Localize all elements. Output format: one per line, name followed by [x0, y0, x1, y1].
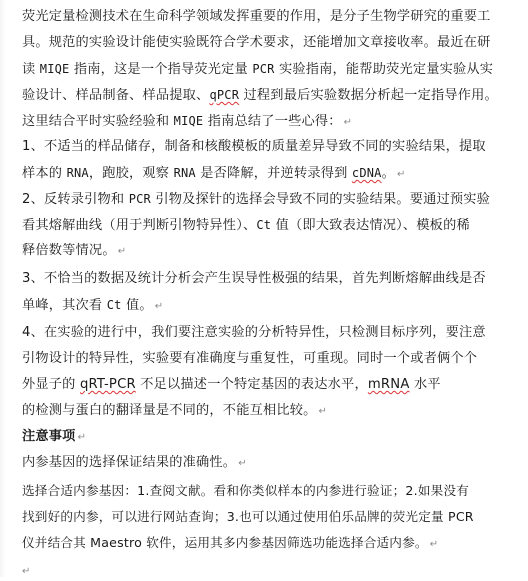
text-segment: ，跑胶，观察 — [88, 166, 174, 181]
text-line-19 — [22, 482, 520, 500]
paragraph-mark: ↵ — [396, 169, 406, 180]
term-ct: Ct — [106, 298, 122, 312]
text-segment: 验设计、样品制备、样品提取、 — [22, 88, 210, 103]
text-line-10 — [22, 242, 520, 261]
text-line-18 — [22, 454, 520, 473]
text-line-8 — [22, 190, 520, 209]
text-segment: 这里结合平时实验经验和 — [22, 114, 174, 129]
text-line-20 — [22, 508, 520, 526]
text-segment: 1、不适当的样品储存，制备和核酸模板的质量差异导致不同的实验结果，提取 — [22, 139, 486, 154]
text-segment: 实验指南，能帮助荧光定量实验从实 — [274, 62, 494, 77]
text-line-9 — [22, 216, 520, 235]
text-line-12 — [22, 296, 520, 316]
text-segment: 的检测与蛋白的翻译量是不同的，不能互相比较。 — [22, 403, 317, 418]
section-heading — [22, 428, 520, 447]
term-rna: RNA — [66, 166, 89, 180]
text-segment: 具。规范的实验设计能使实验既符合学术要求，还能增加文章接收率。最近在研 — [22, 35, 491, 50]
text-line-3 — [22, 60, 520, 79]
paragraph-mark: ↵ — [318, 406, 328, 417]
text-line-5 — [22, 112, 520, 132]
text-segment: 选择合适内参基因：1.查阅文献。看和你类似样本的内参进行验证；2.如果没有 — [22, 483, 470, 498]
term-qpcr: qPCR — [209, 88, 240, 102]
text-segment: 指南，这是一个指导荧光定量 — [69, 62, 253, 77]
text-segment: 内参基因的选择保证结果的准确性。 — [22, 455, 237, 470]
text-line-14 — [22, 350, 520, 368]
text-line-11 — [22, 270, 520, 288]
term-rna: RNA — [173, 166, 196, 180]
paragraph-mark: ↵ — [343, 117, 353, 128]
page-left-margin — [0, 0, 6, 577]
heading-text: 注意事项 — [22, 429, 76, 444]
text-line-2 — [22, 34, 520, 52]
text-segment: 4、在实验的进行中，我们要注意实验的分析特异性，只检测目标序列，要注意 — [22, 325, 486, 340]
text-line-15 — [22, 376, 520, 394]
text-line-16 — [22, 402, 520, 421]
text-segment: 不足以描述一个特定基因的表达水平， — [135, 377, 368, 392]
text-segment: 释倍数等情况。 — [22, 243, 116, 258]
paragraph-mark: ↵ — [77, 432, 87, 443]
term-miqe: MIQE — [39, 62, 70, 76]
term-miqe: MIQE — [173, 114, 204, 128]
text-line-21 — [22, 534, 520, 554]
text-segment: 指南总结了一些心得： — [203, 114, 342, 129]
text-line-13 — [22, 324, 520, 342]
text-segment: 。 — [381, 166, 395, 181]
paragraph-mark: ↵ — [429, 539, 439, 550]
empty-paragraph — [22, 562, 520, 581]
text-segment: 3、不恰当的数据及统计分析会产生误导性极强的结果，首先判断熔解曲线是否 — [22, 271, 486, 286]
text-segment: 2、反转录引物和 — [22, 192, 129, 207]
text-segment: 仪并结合其 Maestro 软件，运用其多内参基因筛选功能选择合适内参。 — [22, 535, 428, 550]
term-ct: Ct — [256, 218, 272, 232]
paragraph-mark: ↵ — [22, 566, 31, 577]
term-pcr: PCR — [252, 62, 275, 76]
text-segment: 找到好的内参，可以进行网站查询；3.也可以通过使用伯乐品牌的荧光定量 PCR — [22, 509, 474, 524]
text-segment: 外显子的 — [22, 377, 80, 392]
text-segment: 读 — [22, 62, 40, 77]
text-line-7 — [22, 164, 520, 184]
paragraph-mark: ↵ — [238, 458, 247, 469]
text-segment: 样本的 — [22, 166, 67, 181]
paragraph-mark: ↵ — [117, 246, 127, 257]
term-qrt-pcr: qRT-PCR — [79, 377, 136, 392]
text-segment: 过程到最后实验数据分析起一定指导作用。 — [239, 88, 498, 103]
text-segment: 看其熔解曲线（用于判断引物特异性）、 — [22, 218, 257, 233]
text-segment: 引物设计的特异性，实验要有准确度与重复性，可重现。同时一个或者俩个个 — [22, 351, 478, 366]
text-line-6 — [22, 138, 520, 156]
text-segment: 是否降解，并逆转录得到 — [195, 166, 352, 181]
text-segment: 荧光定量检测技术在生命科学领域发挥重要的作用，是分子生物学研究的重要工 — [22, 9, 491, 24]
text-segment: 水平 — [409, 377, 441, 392]
paragraph-mark: ↵ — [154, 301, 164, 312]
text-segment: 值。 — [121, 298, 153, 313]
text-segment: 引物及探针的选择会导致不同的实验结果。要通过预实验 — [150, 192, 491, 207]
text-segment: 单峰，其次看 — [22, 298, 107, 313]
text-line-1 — [22, 8, 520, 26]
text-segment: 值（即大致表达情况）、模板的稀 — [271, 218, 470, 233]
text-line-4 — [22, 86, 520, 105]
term-pcr: PCR — [128, 192, 151, 206]
term-cdna: cDNA — [351, 166, 382, 180]
term-mrna: mRNA — [367, 377, 410, 392]
